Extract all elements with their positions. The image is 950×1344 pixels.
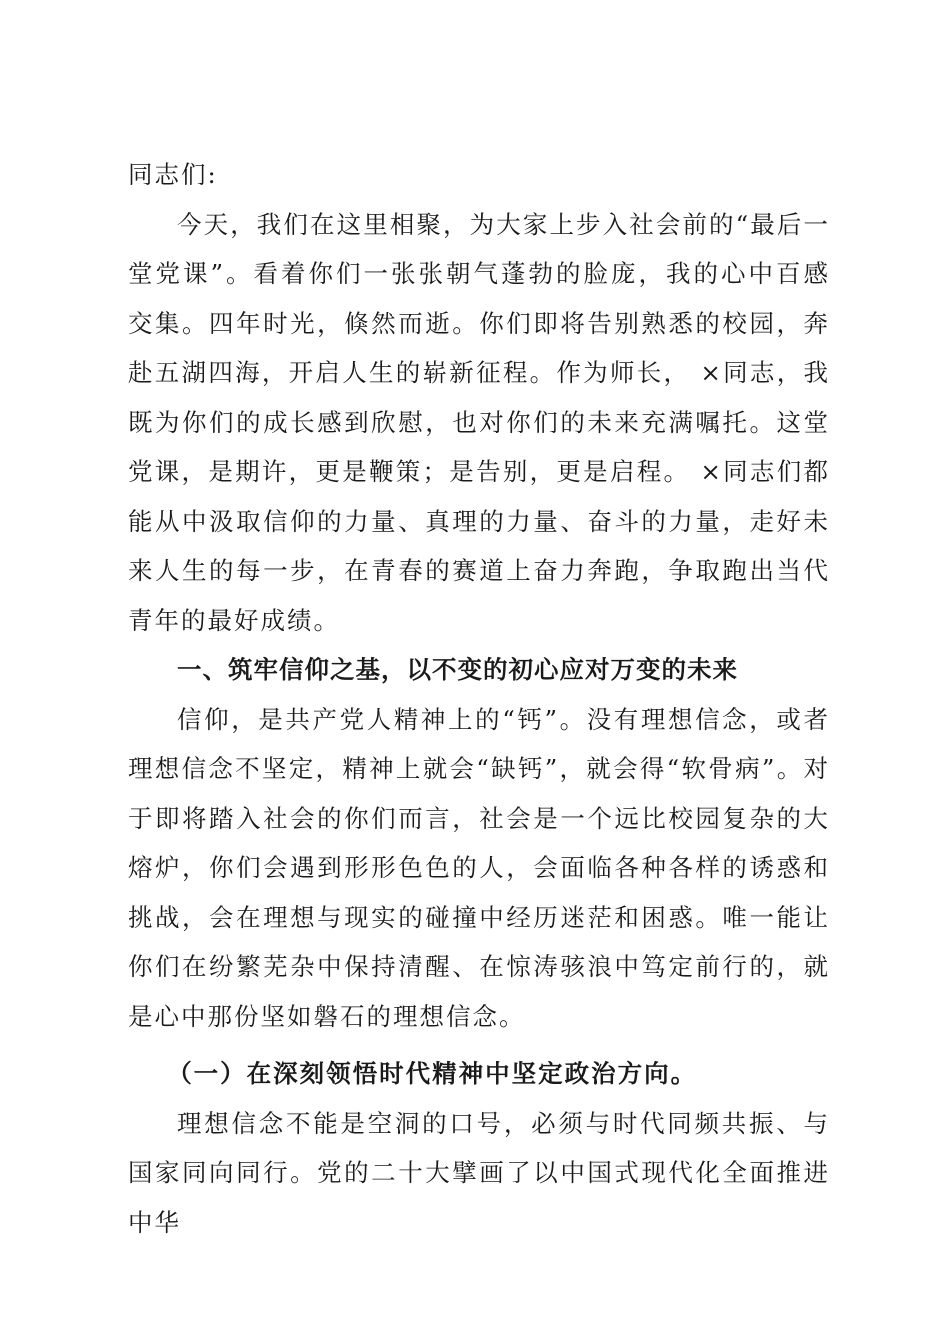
- intro-paragraph: 今天，我们在这里相聚，为大家上步入社会前的“最后一堂党课”。看着你们一张张朝气蓬勃的脸庞，我的心中百感交集。四年时光，倏然而逝。你们即将告别熟悉的校园，奔赴五湖四海，开启人生的崭新征程。作为师长， ×同志，我既为你们的成长感到欣慰，也对你们的未来充满嘱托。这堂党课，是期许，更是鞭策；是告别，更是启程。 ×同志们都能从中汲取信仰的力量、真理的力量、奋斗的力量，走好未来人生的每一步，在青春的赛道上奋力奔跑，争取跑出当代青年的最好成绩。: [128, 209, 830, 635]
- greeting: 同志们:: [128, 160, 218, 189]
- subsection-heading-1: （一）在深刻领悟时代精神中坚定政治方向。: [167, 1059, 698, 1088]
- section-heading-1: 一、筑牢信仰之基，以不变的初心应对万变的未来: [177, 655, 738, 684]
- document-body: [128, 150, 830, 1247]
- section-1-paragraph: 信仰，是共产党人精神上的“钙”。没有理想信念，或者理想信念不坚定，精神上就会“缺钙”，就会得“软骨病”。对于即将踏入社会的你们而言，社会是一个远比校园复杂的大熔炉，你们会遇到形形色色的人，会面临各种各样的诱惑和挑战，会在理想与现实的碰撞中经历迷茫和困惑。唯一能让你们在纷繁芜杂中保持清醒、在惊涛骇浪中笃定前行的，就是心中那份坚如磐石的理想信念。: [128, 704, 830, 1031]
- subsection-1-paragraph: 理想信念不能是空洞的口号，必须与时代同频共振、与国家同向同行。党的二十大擘画了以中国式现代化全面推进中华: [128, 1108, 830, 1237]
